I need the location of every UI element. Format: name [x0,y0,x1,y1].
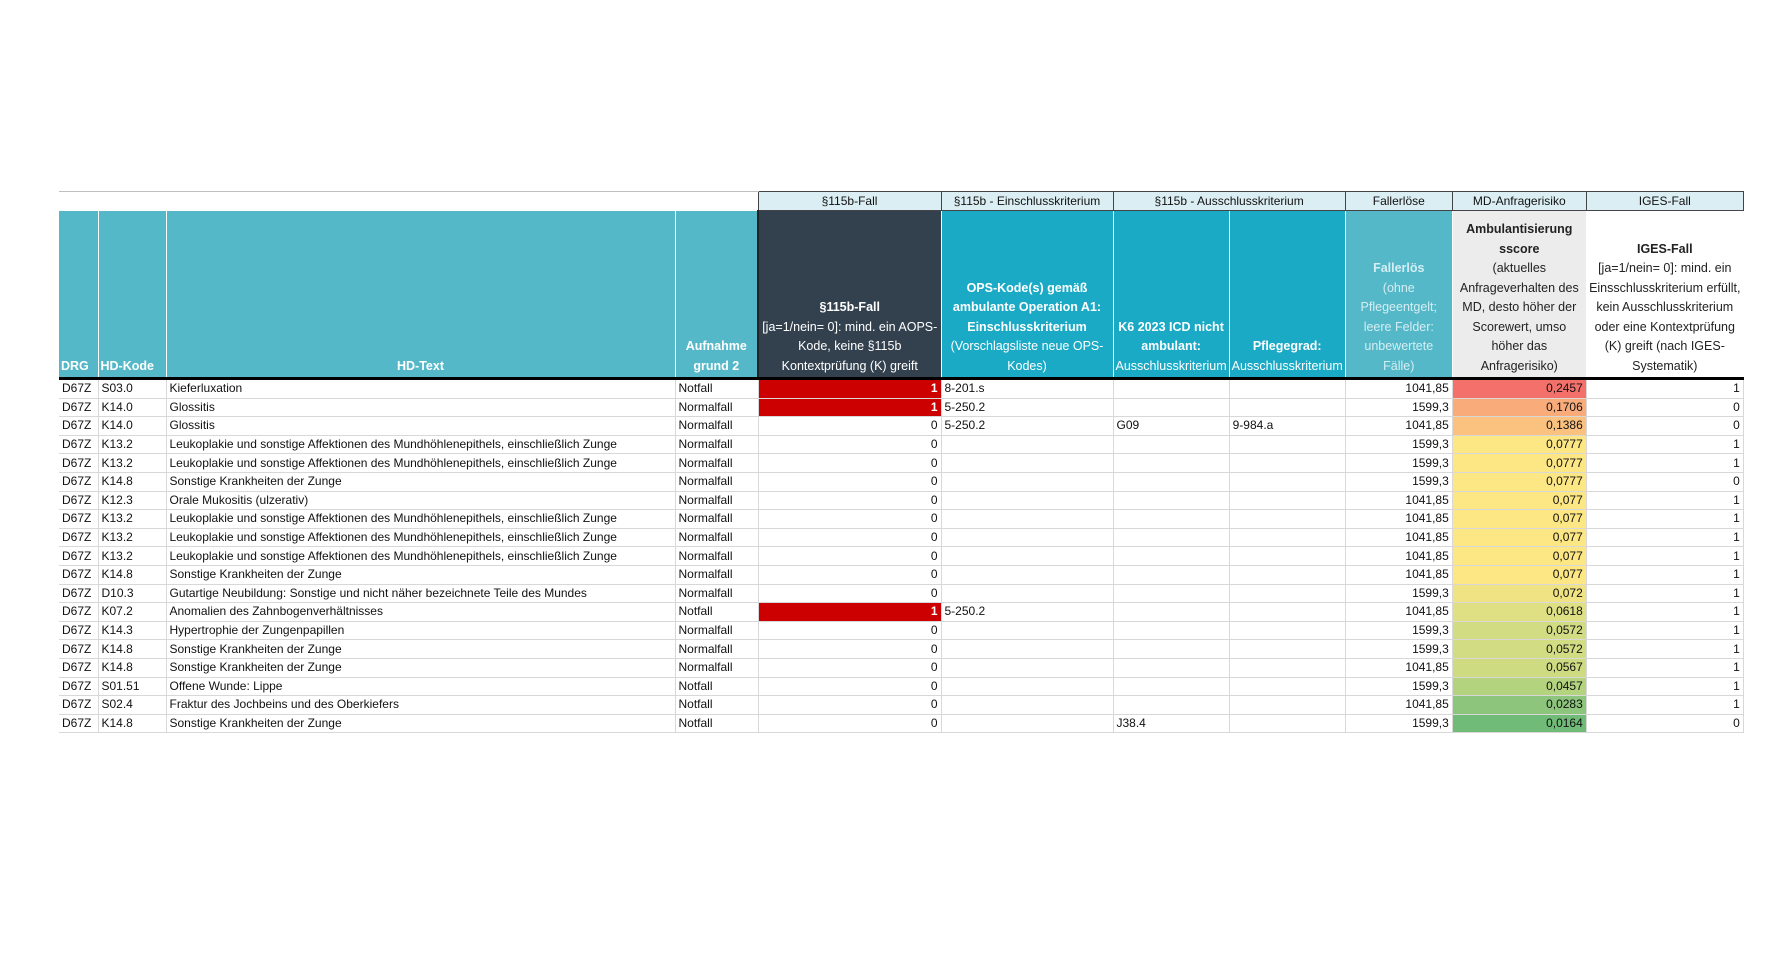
cell-pflegegrad[interactable] [1229,454,1345,473]
cell-pflegegrad[interactable] [1229,510,1345,529]
cell-ops-kode[interactable]: 5-250.2 [941,398,1113,417]
cell-pflegegrad[interactable] [1229,528,1345,547]
table-row [59,658,1743,677]
cell-pflegegrad[interactable] [1229,472,1345,491]
cell-fallerloes[interactable]: 1041,85 [1345,491,1452,510]
col-header-hd-text[interactable] [166,211,675,379]
group-header-einschluss[interactable]: §115b - Einschlusskriterium [941,192,1113,211]
cell-hd-text[interactable]: Sonstige Krankheiten der Zunge [166,640,675,659]
cell-115b-fall[interactable]: 0 [758,491,941,510]
cell-drg[interactable]: D67Z [59,677,98,696]
cell-iges-fall[interactable]: 1 [1586,621,1743,640]
cell-hd-kode[interactable]: S03.0 [98,379,166,399]
cell-iges-fall[interactable]: 1 [1586,510,1743,529]
cell-115b-fall[interactable]: 0 [758,696,941,715]
cell-ambulantisierung-score[interactable]: 0,077 [1452,528,1586,547]
col-header-pflegegrad-desc: Ausschlusskriterium [1231,358,1343,373]
cell-drg[interactable]: D67Z [59,565,98,584]
cell-hd-kode[interactable]: K14.0 [98,417,166,436]
cell-drg[interactable]: D67Z [59,528,98,547]
cell-iges-fall[interactable]: 1 [1586,565,1743,584]
cell-aufnahme[interactable]: Normalfall [675,510,758,529]
column-header-row [59,211,1743,379]
cell-115b-fall[interactable]: 0 [758,528,941,547]
col-header-aufnahme-label: Aufnahme grund 2 [685,339,747,373]
cell-hd-text[interactable]: Sonstige Krankheiten der Zunge [166,714,675,733]
cell-hd-text[interactable]: Kieferluxation [166,379,675,399]
col-header-115b-desc: [ja=1/nein= 0]: mind. ein AOPS-Kode, keine §115b Kontextprüfung (K) greift [762,319,938,373]
cell-iges-fall[interactable]: 1 [1586,528,1743,547]
group-header-empty [59,192,758,211]
group-header-115b-fall[interactable]: §115b-Fall [758,192,941,211]
cell-k6-icd[interactable] [1113,640,1229,659]
cell-fallerloes[interactable]: 1599,3 [1345,454,1452,473]
cell-hd-text[interactable]: Glossitis [166,398,675,417]
cell-aufnahme[interactable]: Normalfall [675,454,758,473]
cell-fallerloes[interactable]: 1041,85 [1345,379,1452,399]
cell-k6-icd[interactable] [1113,677,1229,696]
cell-ops-kode[interactable] [941,454,1113,473]
cell-115b-fall[interactable]: 0 [758,435,941,454]
cell-iges-fall[interactable]: 1 [1586,547,1743,566]
cell-hd-kode[interactable]: D10.3 [98,584,166,603]
cell-aufnahme[interactable]: Normalfall [675,528,758,547]
cell-drg[interactable]: D67Z [59,472,98,491]
cell-iges-fall[interactable]: 0 [1586,417,1743,436]
cell-fallerloes[interactable]: 1599,3 [1345,677,1452,696]
cell-aufnahme[interactable]: Notfall [675,714,758,733]
cell-iges-fall[interactable]: 1 [1586,491,1743,510]
cell-hd-kode[interactable]: K13.2 [98,547,166,566]
col-header-iges-fall[interactable] [1586,211,1743,379]
cell-ambulantisierung-score[interactable]: 0,0572 [1452,640,1586,659]
cell-aufnahme[interactable]: Normalfall [675,472,758,491]
cell-k6-icd[interactable] [1113,379,1229,399]
cell-ambulantisierung-score[interactable]: 0,0618 [1452,603,1586,622]
cell-hd-text[interactable]: Leukoplakie und sonstige Affektionen des Mundhöhlenepithels, einschließlich Zunge [166,510,675,529]
cell-pflegegrad[interactable] [1229,714,1345,733]
col-header-hd-text-label: HD-Text [397,358,444,373]
cell-iges-fall[interactable]: 0 [1586,398,1743,417]
cell-ops-kode[interactable]: 5-250.2 [941,603,1113,622]
cell-aufnahme[interactable]: Normalfall [675,398,758,417]
table-row [59,565,1743,584]
col-header-pflegegrad[interactable] [1229,211,1345,379]
table-row [59,417,1743,436]
cell-hd-kode[interactable]: K13.2 [98,510,166,529]
cell-ops-kode[interactable]: 8-201.s [941,379,1113,399]
cell-hd-kode[interactable]: K14.8 [98,640,166,659]
table-row [59,640,1743,659]
cell-115b-fall[interactable]: 1 [758,398,941,417]
cell-ops-kode[interactable] [941,677,1113,696]
cell-ops-kode[interactable] [941,547,1113,566]
cell-iges-fall[interactable]: 1 [1586,603,1743,622]
table-row [59,603,1743,622]
cell-aufnahme[interactable]: Notfall [675,677,758,696]
cell-115b-fall[interactable]: 1 [758,603,941,622]
cell-ambulantisierung-score[interactable]: 0,0164 [1452,714,1586,733]
cell-hd-text[interactable]: Fraktur des Jochbeins und des Oberkiefers [166,696,675,715]
cell-ops-kode[interactable] [941,696,1113,715]
cell-hd-kode[interactable]: K14.8 [98,472,166,491]
cell-ops-kode[interactable] [941,565,1113,584]
table-row [59,621,1743,640]
cell-fallerloes[interactable]: 1041,85 [1345,565,1452,584]
cell-ops-kode[interactable] [941,714,1113,733]
cell-hd-text[interactable]: Leukoplakie und sonstige Affektionen des Mundhöhlenepithels, einschließlich Zunge [166,547,675,566]
cell-ops-kode[interactable] [941,528,1113,547]
cell-aufnahme[interactable]: Normalfall [675,417,758,436]
cell-ambulantisierung-score[interactable]: 0,1706 [1452,398,1586,417]
cell-hd-kode[interactable]: S02.4 [98,696,166,715]
cell-fallerloes[interactable]: 1599,3 [1345,584,1452,603]
cell-k6-icd[interactable]: J38.4 [1113,714,1229,733]
cell-iges-fall[interactable]: 1 [1586,658,1743,677]
cell-aufnahme[interactable]: Normalfall [675,491,758,510]
table-row [59,510,1743,529]
cell-k6-icd[interactable] [1113,565,1229,584]
cell-ambulantisierung-score[interactable]: 0,0572 [1452,621,1586,640]
col-header-iges-title: IGES-Fall [1636,241,1693,256]
col-header-pflegegrad-title: Pflegegrad: [1252,339,1322,353]
cell-iges-fall[interactable]: 1 [1586,640,1743,659]
cell-115b-fall[interactable]: 0 [758,658,941,677]
cell-drg[interactable]: D67Z [59,491,98,510]
cell-ops-kode[interactable]: 5-250.2 [941,417,1113,436]
cell-hd-text[interactable]: Leukoplakie und sonstige Affektionen des Mundhöhlenepithels, einschließlich Zunge [166,435,675,454]
cell-hd-text[interactable]: Sonstige Krankheiten der Zunge [166,658,675,677]
cell-fallerloes[interactable]: 1041,85 [1345,658,1452,677]
cell-drg[interactable]: D67Z [59,510,98,529]
cell-ops-kode[interactable] [941,658,1113,677]
table-row [59,714,1743,733]
cell-115b-fall[interactable]: 0 [758,677,941,696]
cell-hd-kode[interactable]: S01.51 [98,677,166,696]
cell-hd-kode[interactable]: K12.3 [98,491,166,510]
cell-k6-icd[interactable] [1113,658,1229,677]
cell-drg[interactable]: D67Z [59,658,98,677]
cell-ops-kode[interactable] [941,491,1113,510]
cell-115b-fall[interactable]: 0 [758,472,941,491]
col-header-k6-title: K6 2023 ICD nicht ambulant: [1118,319,1224,353]
cell-k6-icd[interactable] [1113,510,1229,529]
group-header-fallerloese[interactable]: Fallerlöse [1345,192,1452,211]
cell-115b-fall[interactable]: 0 [758,584,941,603]
cell-115b-fall[interactable]: 0 [758,565,941,584]
group-header-iges[interactable]: IGES-Fall [1586,192,1743,211]
cell-pflegegrad[interactable] [1229,696,1345,715]
cell-drg[interactable]: D67Z [59,603,98,622]
cell-fallerloes[interactable]: 1599,3 [1345,472,1452,491]
cell-115b-fall[interactable]: 0 [758,714,941,733]
cell-k6-icd[interactable] [1113,547,1229,566]
cell-hd-text[interactable]: Sonstige Krankheiten der Zunge [166,565,675,584]
cell-drg[interactable]: D67Z [59,547,98,566]
cell-ambulantisierung-score[interactable]: 0,2457 [1452,379,1586,399]
cell-pflegegrad[interactable] [1229,379,1345,399]
cell-pflegegrad[interactable] [1229,603,1345,622]
cell-hd-text[interactable]: Gutartige Neubildung: Sonstige und nicht näher bezeichnete Teile des Mundes [166,584,675,603]
cell-ambulantisierung-score[interactable]: 0,077 [1452,510,1586,529]
cell-drg[interactable]: D67Z [59,435,98,454]
cell-ops-kode[interactable] [941,510,1113,529]
cell-aufnahme[interactable]: Normalfall [675,565,758,584]
col-header-ambulantisierung[interactable] [1452,211,1586,379]
cell-hd-kode[interactable]: K14.8 [98,714,166,733]
cell-iges-fall[interactable]: 0 [1586,472,1743,491]
cell-ambulantisierung-score[interactable]: 0,0457 [1452,677,1586,696]
cell-hd-text[interactable]: Glossitis [166,417,675,436]
cell-ops-kode[interactable] [941,621,1113,640]
cell-iges-fall[interactable]: 1 [1586,454,1743,473]
cell-ops-kode[interactable] [941,584,1113,603]
cell-pflegegrad[interactable] [1229,435,1345,454]
cell-aufnahme[interactable]: Normalfall [675,658,758,677]
cell-ambulantisierung-score[interactable]: 0,0567 [1452,658,1586,677]
cell-hd-kode[interactable]: K14.0 [98,398,166,417]
cell-drg[interactable]: D67Z [59,640,98,659]
cell-pflegegrad[interactable] [1229,398,1345,417]
col-header-k6-desc: Ausschlusskriterium [1115,358,1227,373]
cell-ambulantisierung-score[interactable]: 0,072 [1452,584,1586,603]
cell-iges-fall[interactable]: 1 [1586,584,1743,603]
cell-pflegegrad[interactable] [1229,658,1345,677]
cell-pflegegrad[interactable] [1229,565,1345,584]
cell-pflegegrad[interactable] [1229,621,1345,640]
cell-ops-kode[interactable] [941,640,1113,659]
cell-hd-kode[interactable]: K14.8 [98,658,166,677]
cell-115b-fall[interactable]: 0 [758,621,941,640]
cell-ambulantisierung-score[interactable]: 0,077 [1452,491,1586,510]
cell-115b-fall[interactable]: 0 [758,547,941,566]
group-header-ausschluss[interactable]: §115b - Ausschlusskriterium [1113,192,1345,211]
cell-pflegegrad[interactable] [1229,640,1345,659]
table-row [59,491,1743,510]
cell-ambulantisierung-score[interactable]: 0,077 [1452,547,1586,566]
cell-ambulantisierung-score[interactable]: 0,0777 [1452,472,1586,491]
cell-pflegegrad[interactable]: 9-984.a [1229,417,1345,436]
cell-hd-kode[interactable]: K13.2 [98,435,166,454]
table-row [59,584,1743,603]
cell-aufnahme[interactable]: Normalfall [675,547,758,566]
table-row [59,398,1743,417]
cell-ops-kode[interactable] [941,435,1113,454]
col-header-hd-kode-label: HD-Kode [100,358,154,373]
cell-aufnahme[interactable]: Normalfall [675,584,758,603]
table-row [59,528,1743,547]
cell-k6-icd[interactable] [1113,603,1229,622]
cell-115b-fall[interactable]: 0 [758,640,941,659]
cell-fallerloes[interactable]: 1041,85 [1345,528,1452,547]
cell-fallerloes[interactable]: 1041,85 [1345,417,1452,436]
table-row [59,472,1743,491]
group-header-md-risk[interactable]: MD-Anfragerisiko [1452,192,1586,211]
col-header-115b-title: §115b-Fall [819,300,880,314]
cell-k6-icd[interactable] [1113,435,1229,454]
cell-hd-text[interactable]: Offene Wunde: Lippe [166,677,675,696]
col-header-drg-label: DRG [61,358,89,373]
cell-hd-kode[interactable]: K07.2 [98,603,166,622]
cell-hd-text[interactable]: Leukoplakie und sonstige Affektionen des Mundhöhlenepithels, einschließlich Zunge [166,528,675,547]
cell-pflegegrad[interactable] [1229,677,1345,696]
cell-k6-icd[interactable]: G09 [1113,417,1229,436]
col-header-fallerloes[interactable] [1345,211,1452,379]
table-body [59,379,1743,733]
cell-fallerloes[interactable]: 1041,85 [1345,510,1452,529]
cell-iges-fall[interactable]: 1 [1586,677,1743,696]
cell-fallerloes[interactable]: 1599,3 [1345,398,1452,417]
cell-ambulantisierung-score[interactable]: 0,1386 [1452,417,1586,436]
table-row [59,435,1743,454]
cell-k6-icd[interactable] [1113,491,1229,510]
col-header-ambulantisierung-title: Ambulantisierung sscore [1466,222,1573,256]
cell-hd-text[interactable]: Hypertrophie der Zungenpapillen [166,621,675,640]
cell-drg[interactable]: D67Z [59,398,98,417]
cell-fallerloes[interactable]: 1599,3 [1345,640,1452,659]
table-row [59,547,1743,566]
cell-iges-fall[interactable]: 1 [1586,379,1743,399]
spreadsheet-table [59,191,1744,733]
table-row [59,454,1743,473]
cell-k6-icd[interactable] [1113,584,1229,603]
col-header-ops-desc: (Vorschlagsliste neue OPS-Kodes) [950,339,1104,373]
col-header-iges-desc: [ja=1/nein= 0]: mind. ein Einsschlusskriterium erfüllt, kein Ausschlusskriterium oder eine Kontextprüfung (K) greift (nach IGES-Systematik) [1589,261,1741,373]
cell-k6-icd[interactable] [1113,696,1229,715]
cell-ambulantisierung-score[interactable]: 0,0777 [1452,454,1586,473]
cell-k6-icd[interactable] [1113,454,1229,473]
cell-aufnahme[interactable]: Normalfall [675,640,758,659]
cell-hd-text[interactable]: Anomalien des Zahnbogenverhältnisses [166,603,675,622]
cell-ambulantisierung-score[interactable]: 0,0777 [1452,435,1586,454]
cell-aufnahme[interactable]: Normalfall [675,435,758,454]
cell-k6-icd[interactable] [1113,528,1229,547]
cell-k6-icd[interactable] [1113,398,1229,417]
cell-drg[interactable]: D67Z [59,417,98,436]
cell-fallerloes[interactable]: 1041,85 [1345,547,1452,566]
col-header-ops[interactable] [941,211,1113,379]
cell-pflegegrad[interactable] [1229,584,1345,603]
cell-aufnahme[interactable]: Notfall [675,379,758,399]
cell-drg[interactable]: D67Z [59,621,98,640]
cell-hd-kode[interactable]: K14.3 [98,621,166,640]
col-header-hd-kode[interactable] [98,211,166,379]
cell-drg[interactable]: D67Z [59,454,98,473]
cell-drg[interactable]: D67Z [59,714,98,733]
cell-k6-icd[interactable] [1113,621,1229,640]
cell-drg[interactable]: D67Z [59,584,98,603]
cell-aufnahme[interactable]: Notfall [675,696,758,715]
cell-pflegegrad[interactable] [1229,491,1345,510]
cell-115b-fall[interactable]: 0 [758,454,941,473]
cell-ops-kode[interactable] [941,472,1113,491]
col-header-fallerloes-title: Fallerlös [1373,261,1425,275]
col-header-ambulantisierung-desc: (aktuelles Anfrageverhalten des MD, desto höher der Scorewert, umso höher das Anfragerisiko) [1459,261,1579,373]
cell-hd-text[interactable]: Leukoplakie und sonstige Affektionen des Mundhöhlenepithels, einschließlich Zunge [166,454,675,473]
cell-hd-kode[interactable]: K13.2 [98,528,166,547]
cell-iges-fall[interactable]: 1 [1586,696,1743,715]
cell-drg[interactable]: D67Z [59,696,98,715]
cell-115b-fall[interactable]: 1 [758,379,941,399]
cell-iges-fall[interactable]: 1 [1586,435,1743,454]
group-header-row [59,192,1743,211]
cell-hd-kode[interactable]: K14.8 [98,565,166,584]
cell-fallerloes[interactable]: 1599,3 [1345,435,1452,454]
cell-115b-fall[interactable]: 0 [758,510,941,529]
col-header-115b-fall[interactable] [758,211,941,379]
cell-k6-icd[interactable] [1113,472,1229,491]
cell-fallerloes[interactable]: 1041,85 [1345,603,1452,622]
cell-hd-kode[interactable]: K13.2 [98,454,166,473]
col-header-ops-title: OPS-Kode(s) gemäß ambulante Operation A1: Einschlusskriterium [952,280,1102,334]
cell-fallerloes[interactable]: 1599,3 [1345,621,1452,640]
col-header-k6[interactable] [1113,211,1229,379]
cell-aufnahme[interactable]: Normalfall [675,621,758,640]
cell-115b-fall[interactable]: 0 [758,417,941,436]
table-row [59,379,1743,399]
cell-pflegegrad[interactable] [1229,547,1345,566]
col-header-fallerloes-desc: (ohne Pflegeentgelt; leere Felder: unbewertete Fälle) [1360,280,1437,373]
cell-aufnahme[interactable]: Notfall [675,603,758,622]
cell-ambulantisierung-score[interactable]: 0,077 [1452,565,1586,584]
col-header-drg[interactable] [59,211,98,379]
table-row [59,677,1743,696]
col-header-aufnahme[interactable] [675,211,758,379]
cell-drg[interactable]: D67Z [59,379,98,399]
cell-hd-text[interactable]: Orale Mukositis (ulzerativ) [166,491,675,510]
cell-hd-text[interactable]: Sonstige Krankheiten der Zunge [166,472,675,491]
cell-iges-fall[interactable]: 0 [1586,714,1743,733]
cell-fallerloes[interactable]: 1041,85 [1345,696,1452,715]
table-row [59,696,1743,715]
cell-ambulantisierung-score[interactable]: 0,0283 [1452,696,1586,715]
cell-fallerloes[interactable]: 1599,3 [1345,714,1452,733]
